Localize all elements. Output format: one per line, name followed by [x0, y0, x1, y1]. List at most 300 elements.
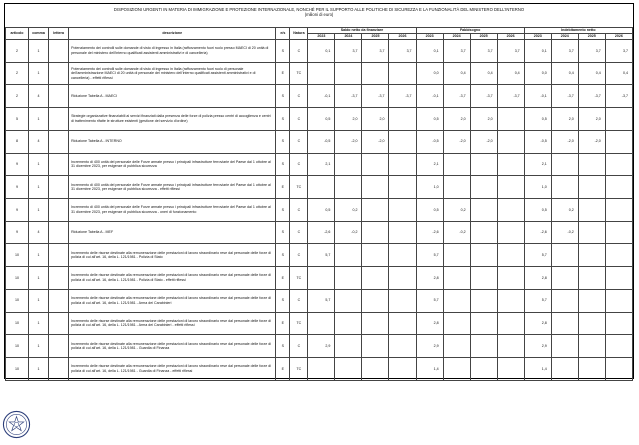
cell-descrizione: Riduzione Tabella A - MAECI	[69, 85, 276, 108]
table-row	[6, 221, 633, 244]
cell-value	[497, 289, 524, 312]
cell-value: 1,4	[416, 358, 443, 381]
cell-value	[497, 335, 524, 358]
cell-value: 5,7	[308, 244, 335, 267]
cell-comma: 1	[29, 176, 49, 199]
cell-articolo: 9	[6, 176, 29, 199]
cell-value: 2,8	[524, 312, 551, 335]
cell-value: -2,0	[551, 130, 578, 153]
cell-value	[389, 176, 416, 199]
cell-value: 0,5	[524, 108, 551, 131]
cell-value	[605, 335, 632, 358]
cell-value	[362, 62, 389, 85]
cell-es: S	[276, 40, 290, 63]
cell-value	[335, 358, 362, 381]
cell-descrizione: Incremento delle risorse destinate alla remunerazione delle prestazioni di lavoro straordinario rese dal personale delle forze di polizia di cui all'art. 16, della L. 121/1981 - Polizia di Stato - effetti riflessi	[69, 267, 276, 290]
cell-value	[605, 199, 632, 222]
cell-value	[497, 244, 524, 267]
cell-value: 2,0	[443, 108, 470, 131]
cell-descrizione: Incremento delle risorse destinate alla remunerazione delle prestazioni di lavoro straordinario rese dal personale delle forze di polizia di cui all'art. 16, della L. 121/1981 - Polizia di Stato	[69, 244, 276, 267]
cell-es: S	[276, 108, 290, 131]
cell-descrizione: Riduzione Tabella A - INTERNO	[69, 130, 276, 153]
cell-es: E	[276, 312, 290, 335]
cell-value: -0,5	[416, 130, 443, 153]
cell-value	[443, 289, 470, 312]
cell-value	[551, 312, 578, 335]
cell-comma: 1	[29, 335, 49, 358]
cell-value	[605, 244, 632, 267]
cell-value	[335, 176, 362, 199]
cell-value	[470, 335, 497, 358]
cell-value: -0,2	[443, 221, 470, 244]
cell-comma: 1	[29, 62, 49, 85]
cell-value	[362, 153, 389, 176]
cell-value	[470, 312, 497, 335]
cell-descrizione: Incremento delle risorse destinate alla remunerazione delle prestazioni di lavoro straordinario rese dal personale delle forze di polizia di cui all'art. 16, della L. 121/1981 - Arma dei Carabinieri	[69, 289, 276, 312]
cell-natura: C	[290, 335, 308, 358]
cell-articolo: 10	[6, 267, 29, 290]
cell-value	[443, 335, 470, 358]
cell-value: 2,0	[362, 108, 389, 131]
cell-value: 5,7	[416, 244, 443, 267]
cell-es: S	[276, 221, 290, 244]
table-row	[6, 289, 633, 312]
cell-value	[389, 267, 416, 290]
cell-descrizione: Incremento delle risorse destinate alla remunerazione delle prestazioni di lavoro straordinario rese dal personale delle forze di polizia di cui all'art. 16, della L. 121/1981 - Arma dei Carabinieri - effetti riflessi	[69, 312, 276, 335]
cell-value: 3,7	[362, 40, 389, 63]
header-descrizione: descrizione	[69, 28, 276, 40]
cell-value: 0,1	[416, 40, 443, 63]
cell-value: -2,0	[470, 130, 497, 153]
cell-value: 0,0	[524, 62, 551, 85]
document-title	[5, 4, 633, 29]
document-sheet	[4, 3, 634, 379]
header-articolo: articolo	[6, 28, 29, 40]
year-header: 2025	[578, 34, 605, 40]
cell-articolo: 9	[6, 153, 29, 176]
year-header: 2024	[551, 34, 578, 40]
cell-articolo: 10	[6, 289, 29, 312]
cell-articolo: 9	[6, 199, 29, 222]
cell-value	[389, 130, 416, 153]
cell-value	[362, 267, 389, 290]
cell-value: 0,2	[551, 199, 578, 222]
cell-value: 0,4	[443, 62, 470, 85]
cell-descrizione: Incremento di 400 unità del personale delle Forze armate presso i principali infrastrutture ferroviarie del Paese dal 1 ottobre al 31 dicembre 2023, per esigenze di pubblica sicurezza - effetti riflessi	[69, 176, 276, 199]
cell-value	[335, 62, 362, 85]
cell-value: 2,0	[470, 108, 497, 131]
cell-value	[497, 130, 524, 153]
year-header: 2023	[416, 34, 443, 40]
cell-value: 2,1	[308, 153, 335, 176]
cell-value	[605, 221, 632, 244]
cell-value	[389, 244, 416, 267]
cell-value: 2,8	[416, 267, 443, 290]
cell-value: 0,4	[605, 62, 632, 85]
cell-lettera	[49, 267, 69, 290]
cell-es: S	[276, 85, 290, 108]
cell-value: 0,5	[416, 108, 443, 131]
table-row	[6, 62, 633, 85]
year-header: 2026	[497, 34, 524, 40]
cell-value	[335, 267, 362, 290]
cell-lettera	[49, 130, 69, 153]
cell-articolo: 10	[6, 358, 29, 381]
cell-descrizione: Potenziamento dei controlli sulle domande di visto di ingresso in Italia (rafforzamento fuori ruolo presso MAECI di 20 unità di personale del ministero dell'interno qualificati assistenti amministrativi e di cancelleria)	[69, 40, 276, 63]
cell-value	[551, 289, 578, 312]
cell-value	[551, 176, 578, 199]
table-row	[6, 108, 633, 131]
cell-value	[578, 221, 605, 244]
cell-value	[578, 267, 605, 290]
cell-value: 1,0	[416, 176, 443, 199]
cell-descrizione: Potenziamento dei controlli sulle domande di visto di ingresso in Italia (rafforzamento fuori ruolo di personale dell'amministrazione MAECI di 20 unità di personale del ministero dell'interno qualificati assistenti amministrativi e di cancelleria) - effetti riflessi	[69, 62, 276, 85]
cell-value: -0,2	[335, 221, 362, 244]
cell-value	[497, 199, 524, 222]
cell-lettera	[49, 153, 69, 176]
table-row	[6, 244, 633, 267]
cell-articolo: 2	[6, 40, 29, 63]
cell-es: E	[276, 176, 290, 199]
cell-comma: 1	[29, 153, 49, 176]
cell-lettera	[49, 312, 69, 335]
cell-lettera	[49, 335, 69, 358]
table-row	[6, 312, 633, 335]
table-body	[6, 40, 633, 381]
cell-lettera	[49, 85, 69, 108]
cell-value	[578, 358, 605, 381]
cell-value	[497, 312, 524, 335]
cell-value: 2,8	[416, 312, 443, 335]
cell-natura: C	[290, 244, 308, 267]
cell-value: -0,2	[551, 221, 578, 244]
cell-comma: 4	[29, 130, 49, 153]
cell-value: 0,5	[524, 199, 551, 222]
title-unit: (milioni di euro)	[304, 12, 334, 18]
cell-lettera	[49, 358, 69, 381]
cell-value: 0,0	[416, 62, 443, 85]
cell-value: 1,4	[524, 358, 551, 381]
cell-value	[335, 335, 362, 358]
cell-descrizione: Incremento delle risorse destinate alla remunerazione delle prestazioni di lavoro straordinario rese dal personale delle forze di polizia di cui all'art. 16, della L. 121/1981 - Guardia di Finanza - effetti riflessi	[69, 358, 276, 381]
cell-value	[443, 153, 470, 176]
header-comma: comma	[29, 28, 49, 40]
cell-value	[389, 221, 416, 244]
cell-value	[389, 108, 416, 131]
cell-value	[497, 267, 524, 290]
cell-value	[605, 358, 632, 381]
cell-value: 0,4	[578, 62, 605, 85]
cell-value: 2,9	[416, 335, 443, 358]
cell-value: 2,1	[524, 153, 551, 176]
year-header: 2024	[443, 34, 470, 40]
cell-value: 0,2	[443, 199, 470, 222]
cell-value: 0,5	[308, 199, 335, 222]
cell-value: 0,1	[524, 40, 551, 63]
cell-value: -3,7	[605, 85, 632, 108]
cell-value: 0,4	[551, 62, 578, 85]
cell-value	[308, 267, 335, 290]
cell-value	[497, 176, 524, 199]
year-header: 2023	[308, 34, 335, 40]
cell-es: E	[276, 267, 290, 290]
cell-value: -0,5	[524, 130, 551, 153]
cell-value	[389, 289, 416, 312]
cell-value	[389, 153, 416, 176]
cell-value: 5,7	[524, 244, 551, 267]
cell-value	[578, 289, 605, 312]
cell-comma: 1	[29, 289, 49, 312]
cell-es: S	[276, 289, 290, 312]
cell-value	[578, 153, 605, 176]
cell-comma: 1	[29, 244, 49, 267]
cell-comma: 1	[29, 40, 49, 63]
cell-value	[605, 289, 632, 312]
cell-value: 2,1	[416, 153, 443, 176]
cell-value: -3,7	[470, 85, 497, 108]
year-header: 2025	[470, 34, 497, 40]
cell-value: -3,7	[362, 85, 389, 108]
cell-value: -3,7	[443, 85, 470, 108]
cell-value: 0,2	[335, 199, 362, 222]
cell-lettera	[49, 244, 69, 267]
cell-value	[335, 244, 362, 267]
cell-articolo: 9	[6, 221, 29, 244]
cell-lettera	[49, 289, 69, 312]
financial-effects-table	[5, 27, 633, 381]
cell-value	[605, 176, 632, 199]
cell-value	[605, 153, 632, 176]
cell-value	[470, 289, 497, 312]
cell-value: -2,0	[362, 130, 389, 153]
cell-value	[551, 267, 578, 290]
cell-value	[497, 108, 524, 131]
cell-natura: TC	[290, 312, 308, 335]
cell-value	[308, 62, 335, 85]
title-main: DISPOSIZIONI URGENTI IN MATERIA DI IMMIGRAZIONE E PROTEZIONE INTERNAZIONALE, NONCHÉ PER IL SUPPORTO ALLE POLITICHE DI SICUREZZA E LA FUNZIONALITÀ DEL MINISTERO DELL'INTERNO	[113, 7, 525, 12]
cell-value	[335, 312, 362, 335]
cell-value	[362, 199, 389, 222]
cell-es: S	[276, 244, 290, 267]
cell-articolo: 10	[6, 312, 29, 335]
cell-value	[470, 221, 497, 244]
cell-value	[605, 130, 632, 153]
cell-articolo: 2	[6, 85, 29, 108]
year-header: 2023	[524, 34, 551, 40]
cell-comma: 4	[29, 85, 49, 108]
cell-value	[551, 358, 578, 381]
group-header-saldo: Saldo netto da finanziare	[308, 28, 416, 34]
cell-natura: C	[290, 108, 308, 131]
cell-value	[335, 289, 362, 312]
cell-value: 1,0	[524, 176, 551, 199]
cell-value: -2,0	[335, 130, 362, 153]
cell-value: 3,7	[443, 40, 470, 63]
cell-value: 2,8	[524, 267, 551, 290]
table-row	[6, 130, 633, 153]
cell-value: -0,5	[308, 130, 335, 153]
cell-value	[578, 176, 605, 199]
cell-value	[308, 176, 335, 199]
cell-value	[389, 335, 416, 358]
cell-es: E	[276, 62, 290, 85]
cell-value: 3,7	[605, 40, 632, 63]
table-row	[6, 153, 633, 176]
cell-value	[551, 335, 578, 358]
cell-comma: 1	[29, 108, 49, 131]
header-natura: Natura	[290, 28, 308, 40]
group-header-indebitamento: Indebitamento netto	[524, 28, 632, 34]
cell-value: 2,9	[524, 335, 551, 358]
table-row	[6, 335, 633, 358]
cell-value: -2,0	[443, 130, 470, 153]
cell-value: 3,7	[335, 40, 362, 63]
cell-value	[497, 153, 524, 176]
cell-value: 2,9	[308, 335, 335, 358]
cell-lettera	[49, 108, 69, 131]
year-header: 2026	[389, 34, 416, 40]
cell-value	[551, 153, 578, 176]
cell-value: -3,7	[389, 85, 416, 108]
cell-value	[443, 176, 470, 199]
cell-value	[497, 221, 524, 244]
cell-natura: TC	[290, 358, 308, 381]
cell-value	[443, 244, 470, 267]
cell-natura: TC	[290, 62, 308, 85]
table-row	[6, 267, 633, 290]
cell-value	[362, 358, 389, 381]
cell-es: S	[276, 199, 290, 222]
cell-value: 0,4	[497, 62, 524, 85]
cell-descrizione: Incremento di 400 unità del personale delle Forze armate presso i principali infrastrutture ferroviarie del Paese dal 1 ottobre al 31 dicembre 2023, per esigenze di pubblica sicurezza - oneri di funzionamento	[69, 199, 276, 222]
cell-natura: TC	[290, 176, 308, 199]
cell-value	[335, 153, 362, 176]
cell-articolo: 8	[6, 130, 29, 153]
cell-value: -0,1	[416, 85, 443, 108]
cell-value	[497, 358, 524, 381]
cell-natura: C	[290, 85, 308, 108]
table-row	[6, 85, 633, 108]
cell-articolo: 10	[6, 335, 29, 358]
cell-value	[389, 199, 416, 222]
cell-value	[308, 312, 335, 335]
cell-es: S	[276, 153, 290, 176]
cell-natura: C	[290, 199, 308, 222]
cell-value	[362, 176, 389, 199]
cell-comma: 4	[29, 221, 49, 244]
cell-value	[443, 267, 470, 290]
cell-value	[605, 108, 632, 131]
cell-value: -2,0	[578, 130, 605, 153]
cell-value: 3,7	[497, 40, 524, 63]
cell-descrizione: Incremento delle risorse destinate alla remunerazione delle prestazioni di lavoro straordinario rese dal personale delle forze di polizia di cui all'art. 16, della L. 121/1981 - Guardia di Finanza	[69, 335, 276, 358]
cell-lettera	[49, 62, 69, 85]
cell-value	[578, 199, 605, 222]
cell-value: 2,0	[335, 108, 362, 131]
cell-value	[470, 176, 497, 199]
cell-natura: C	[290, 153, 308, 176]
cell-value: 5,7	[524, 289, 551, 312]
cell-value	[470, 199, 497, 222]
cell-value	[470, 267, 497, 290]
cell-comma: 1	[29, 312, 49, 335]
header-es: e/s	[276, 28, 290, 40]
cell-value	[578, 312, 605, 335]
cell-value	[578, 335, 605, 358]
year-header: 2024	[335, 34, 362, 40]
group-header-fabbisogno: Fabbisogno	[416, 28, 524, 34]
cell-value	[443, 312, 470, 335]
cell-value: 0,1	[308, 40, 335, 63]
cell-comma: 1	[29, 358, 49, 381]
cell-value: 2,0	[578, 108, 605, 131]
cell-value	[389, 312, 416, 335]
cell-value	[362, 244, 389, 267]
cell-es: S	[276, 130, 290, 153]
cell-lettera	[49, 199, 69, 222]
cell-natura: C	[290, 289, 308, 312]
cell-natura: C	[290, 130, 308, 153]
cell-value: 3,7	[470, 40, 497, 63]
republic-emblem-icon	[2, 410, 31, 439]
cell-value	[470, 244, 497, 267]
cell-natura: C	[290, 221, 308, 244]
cell-descrizione: Strategie organizzative finanziabili ai servizi finanziati dalla presenza delle forze di polizia presso centri di accoglienza e centri di trattenimento rifatte le strutture esistenti (gestione del servizio d'ordine)	[69, 108, 276, 131]
cell-lettera	[49, 221, 69, 244]
cell-lettera	[49, 176, 69, 199]
cell-es: E	[276, 358, 290, 381]
header-lettera: lettera	[49, 28, 69, 40]
table-row	[6, 199, 633, 222]
cell-value: -3,7	[578, 85, 605, 108]
cell-value: -3,7	[497, 85, 524, 108]
cell-value	[308, 358, 335, 381]
year-header: 2026	[605, 34, 632, 40]
cell-descrizione: Incremento di 400 unità del personale delle Forze armate presso i principali infrastrutture ferroviarie del Paese dal 1 ottobre al 31 dicembre 2023, per esigenze di pubblica sicurezza	[69, 153, 276, 176]
cell-comma: 1	[29, 267, 49, 290]
cell-value	[389, 62, 416, 85]
cell-natura: C	[290, 40, 308, 63]
cell-value: 5,7	[416, 289, 443, 312]
cell-value: -2,6	[416, 221, 443, 244]
cell-value: -2,6	[308, 221, 335, 244]
cell-natura: TC	[290, 267, 308, 290]
cell-value: 3,7	[578, 40, 605, 63]
cell-value	[362, 335, 389, 358]
table-row	[6, 358, 633, 381]
cell-value	[362, 221, 389, 244]
cell-value: 0,4	[470, 62, 497, 85]
cell-comma: 1	[29, 199, 49, 222]
cell-value: 3,7	[389, 40, 416, 63]
cell-value	[362, 289, 389, 312]
cell-value: 5,7	[308, 289, 335, 312]
cell-value	[551, 244, 578, 267]
cell-value	[605, 267, 632, 290]
cell-value: -3,7	[551, 85, 578, 108]
cell-value: -2,6	[524, 221, 551, 244]
cell-value	[389, 358, 416, 381]
cell-articolo: 10	[6, 244, 29, 267]
cell-value	[605, 312, 632, 335]
table-row	[6, 176, 633, 199]
cell-value	[470, 153, 497, 176]
cell-value: -0,1	[308, 85, 335, 108]
cell-value	[470, 358, 497, 381]
year-header: 2025	[362, 34, 389, 40]
cell-articolo: 2	[6, 62, 29, 85]
cell-value	[443, 358, 470, 381]
